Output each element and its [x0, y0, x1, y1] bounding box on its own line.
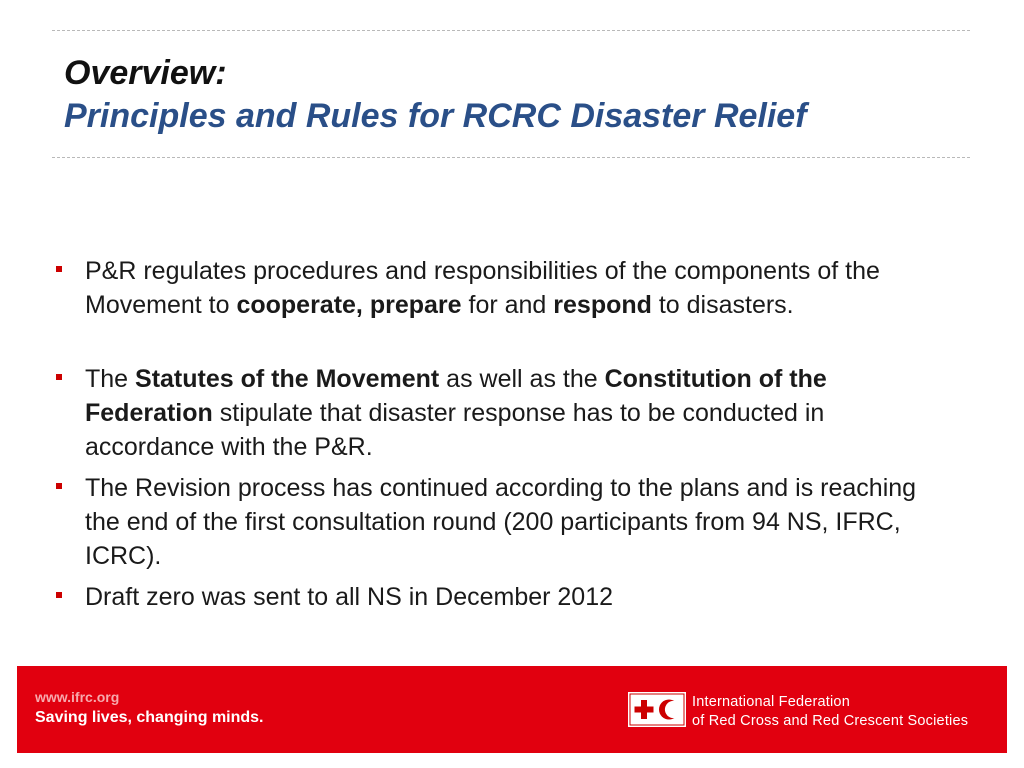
red-cross-red-crescent-emblem-icon [628, 692, 686, 727]
footer-banner [17, 666, 1007, 753]
bullet-marker-icon [56, 374, 62, 380]
bullet-marker-icon [56, 266, 62, 272]
title-overview: Overview: [64, 54, 227, 92]
bullet-marker-icon [56, 483, 62, 489]
footer-url-link[interactable]: www.ifrc.org [35, 689, 120, 705]
bullet-item: Draft zero was sent to all NS in December 2012 [56, 580, 956, 614]
bullet-item: P&R regulates procedures and responsibilities of the components of the Movement to cooperate, prepare for and respond to disasters. [56, 254, 956, 322]
organization-name [692, 693, 968, 731]
title-divider [52, 157, 970, 158]
organization-name-line2: of Red Cross and Red Crescent Societies [692, 713, 969, 729]
slide-title [64, 52, 964, 138]
bullet-marker-icon [56, 592, 62, 598]
footer-tagline: Saving lives, changing minds. [35, 709, 264, 726]
title-subject: Principles and Rules for RCRC Disaster Relief [64, 97, 807, 135]
organization-name-line1: International Federation [692, 694, 850, 710]
bullet-list [56, 254, 956, 614]
bullet-item: The Statutes of the Movement as well as the Constitution of the Federation stipulate that disaster response has to be conducted in accordance with the P&R. [56, 362, 956, 464]
bullet-item: The Revision process has continued according to the plans and is reaching the end of the first consultation round (200 participants from 94 NS, IFRC, ICRC). [56, 471, 956, 573]
top-divider [52, 30, 970, 31]
